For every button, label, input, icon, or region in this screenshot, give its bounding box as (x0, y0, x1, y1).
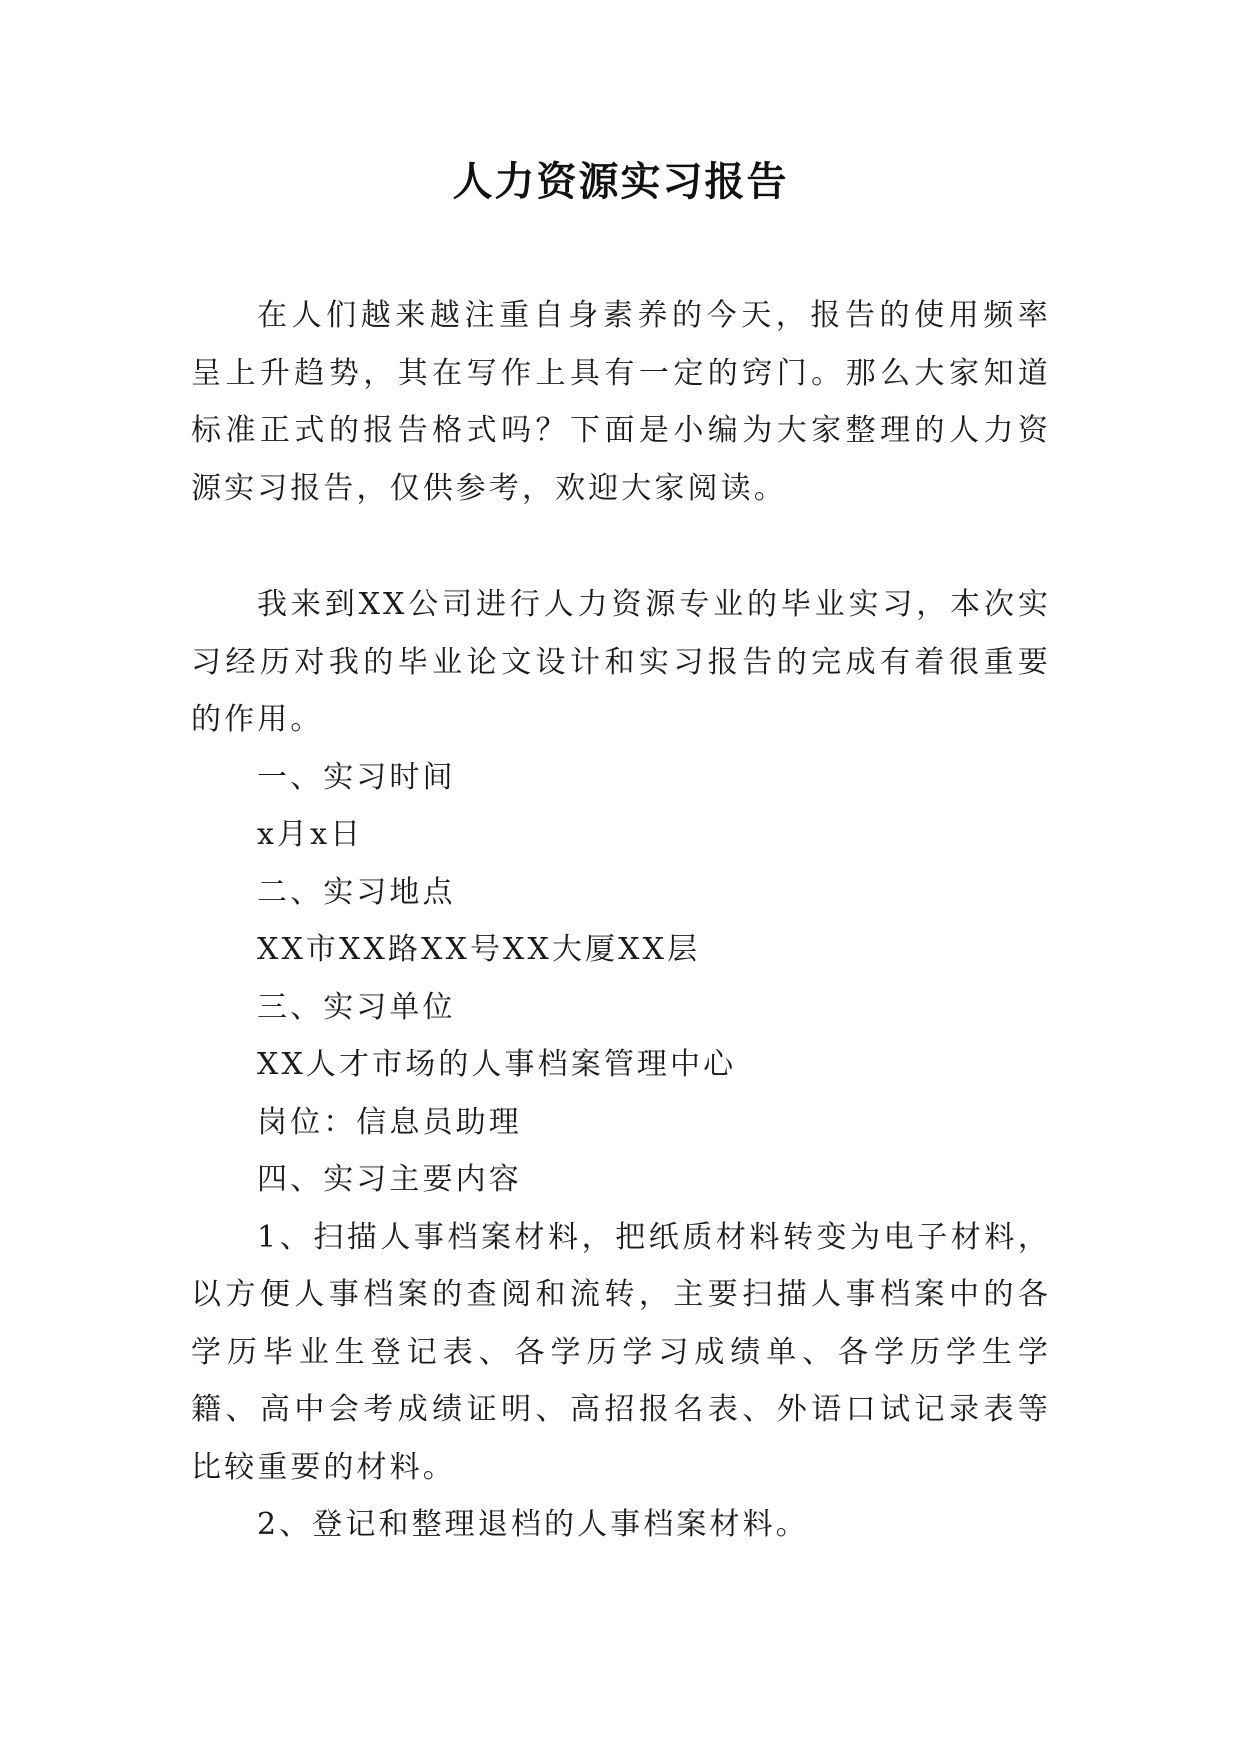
section-heading-place: 二、实习地点 (257, 874, 456, 910)
internship-unit: XX人才市场的人事档案管理中心 (257, 1047, 737, 1082)
intro-paragraph: 在人们越来越注重自身素养的今天，报告的使用频率呈上升趋势，其在写作上具有一定的窍门。那么大家知道标准正式的报告格式吗？下面是小编为大家整理的人力资源实习报告，仅供参考，欢迎大家阅读。 (191, 298, 1051, 506)
content-item-2: 2、登记和整理退档的人事档案材料。 (257, 1507, 809, 1542)
document-title: 人力资源实习报告 (452, 159, 789, 205)
section-heading-time: 一、实习时间 (257, 759, 456, 795)
internship-position: 岗位：信息员助理 (257, 1104, 522, 1140)
intro-block (191, 287, 1051, 517)
opening-paragraph: 我来到XX公司进行人力资源专业的毕业实习，本次实习经历对我的毕业论文设计和实习报告的完成有着很重要的作用。 (191, 587, 1051, 737)
content-item-1: 1、扫描人事档案材料，把纸质材料转变为电子材料，以方便人事档案的查阅和流转，主要扫描人事档案中的各学历毕业生登记表、各学历学习成绩单、各学历学生学籍、高中会考成绩证明、高招报名表、外语口试记录表等比较重要的材料。 (191, 1219, 1051, 1485)
section-heading-unit: 三、实习单位 (257, 989, 456, 1025)
internship-place: XX市XX路XX号XX大厦XX层 (257, 932, 701, 967)
section-heading-content: 四、实习主要内容 (257, 1162, 522, 1197)
main-content (191, 576, 1051, 1554)
internship-time: x月x日 (257, 817, 364, 852)
